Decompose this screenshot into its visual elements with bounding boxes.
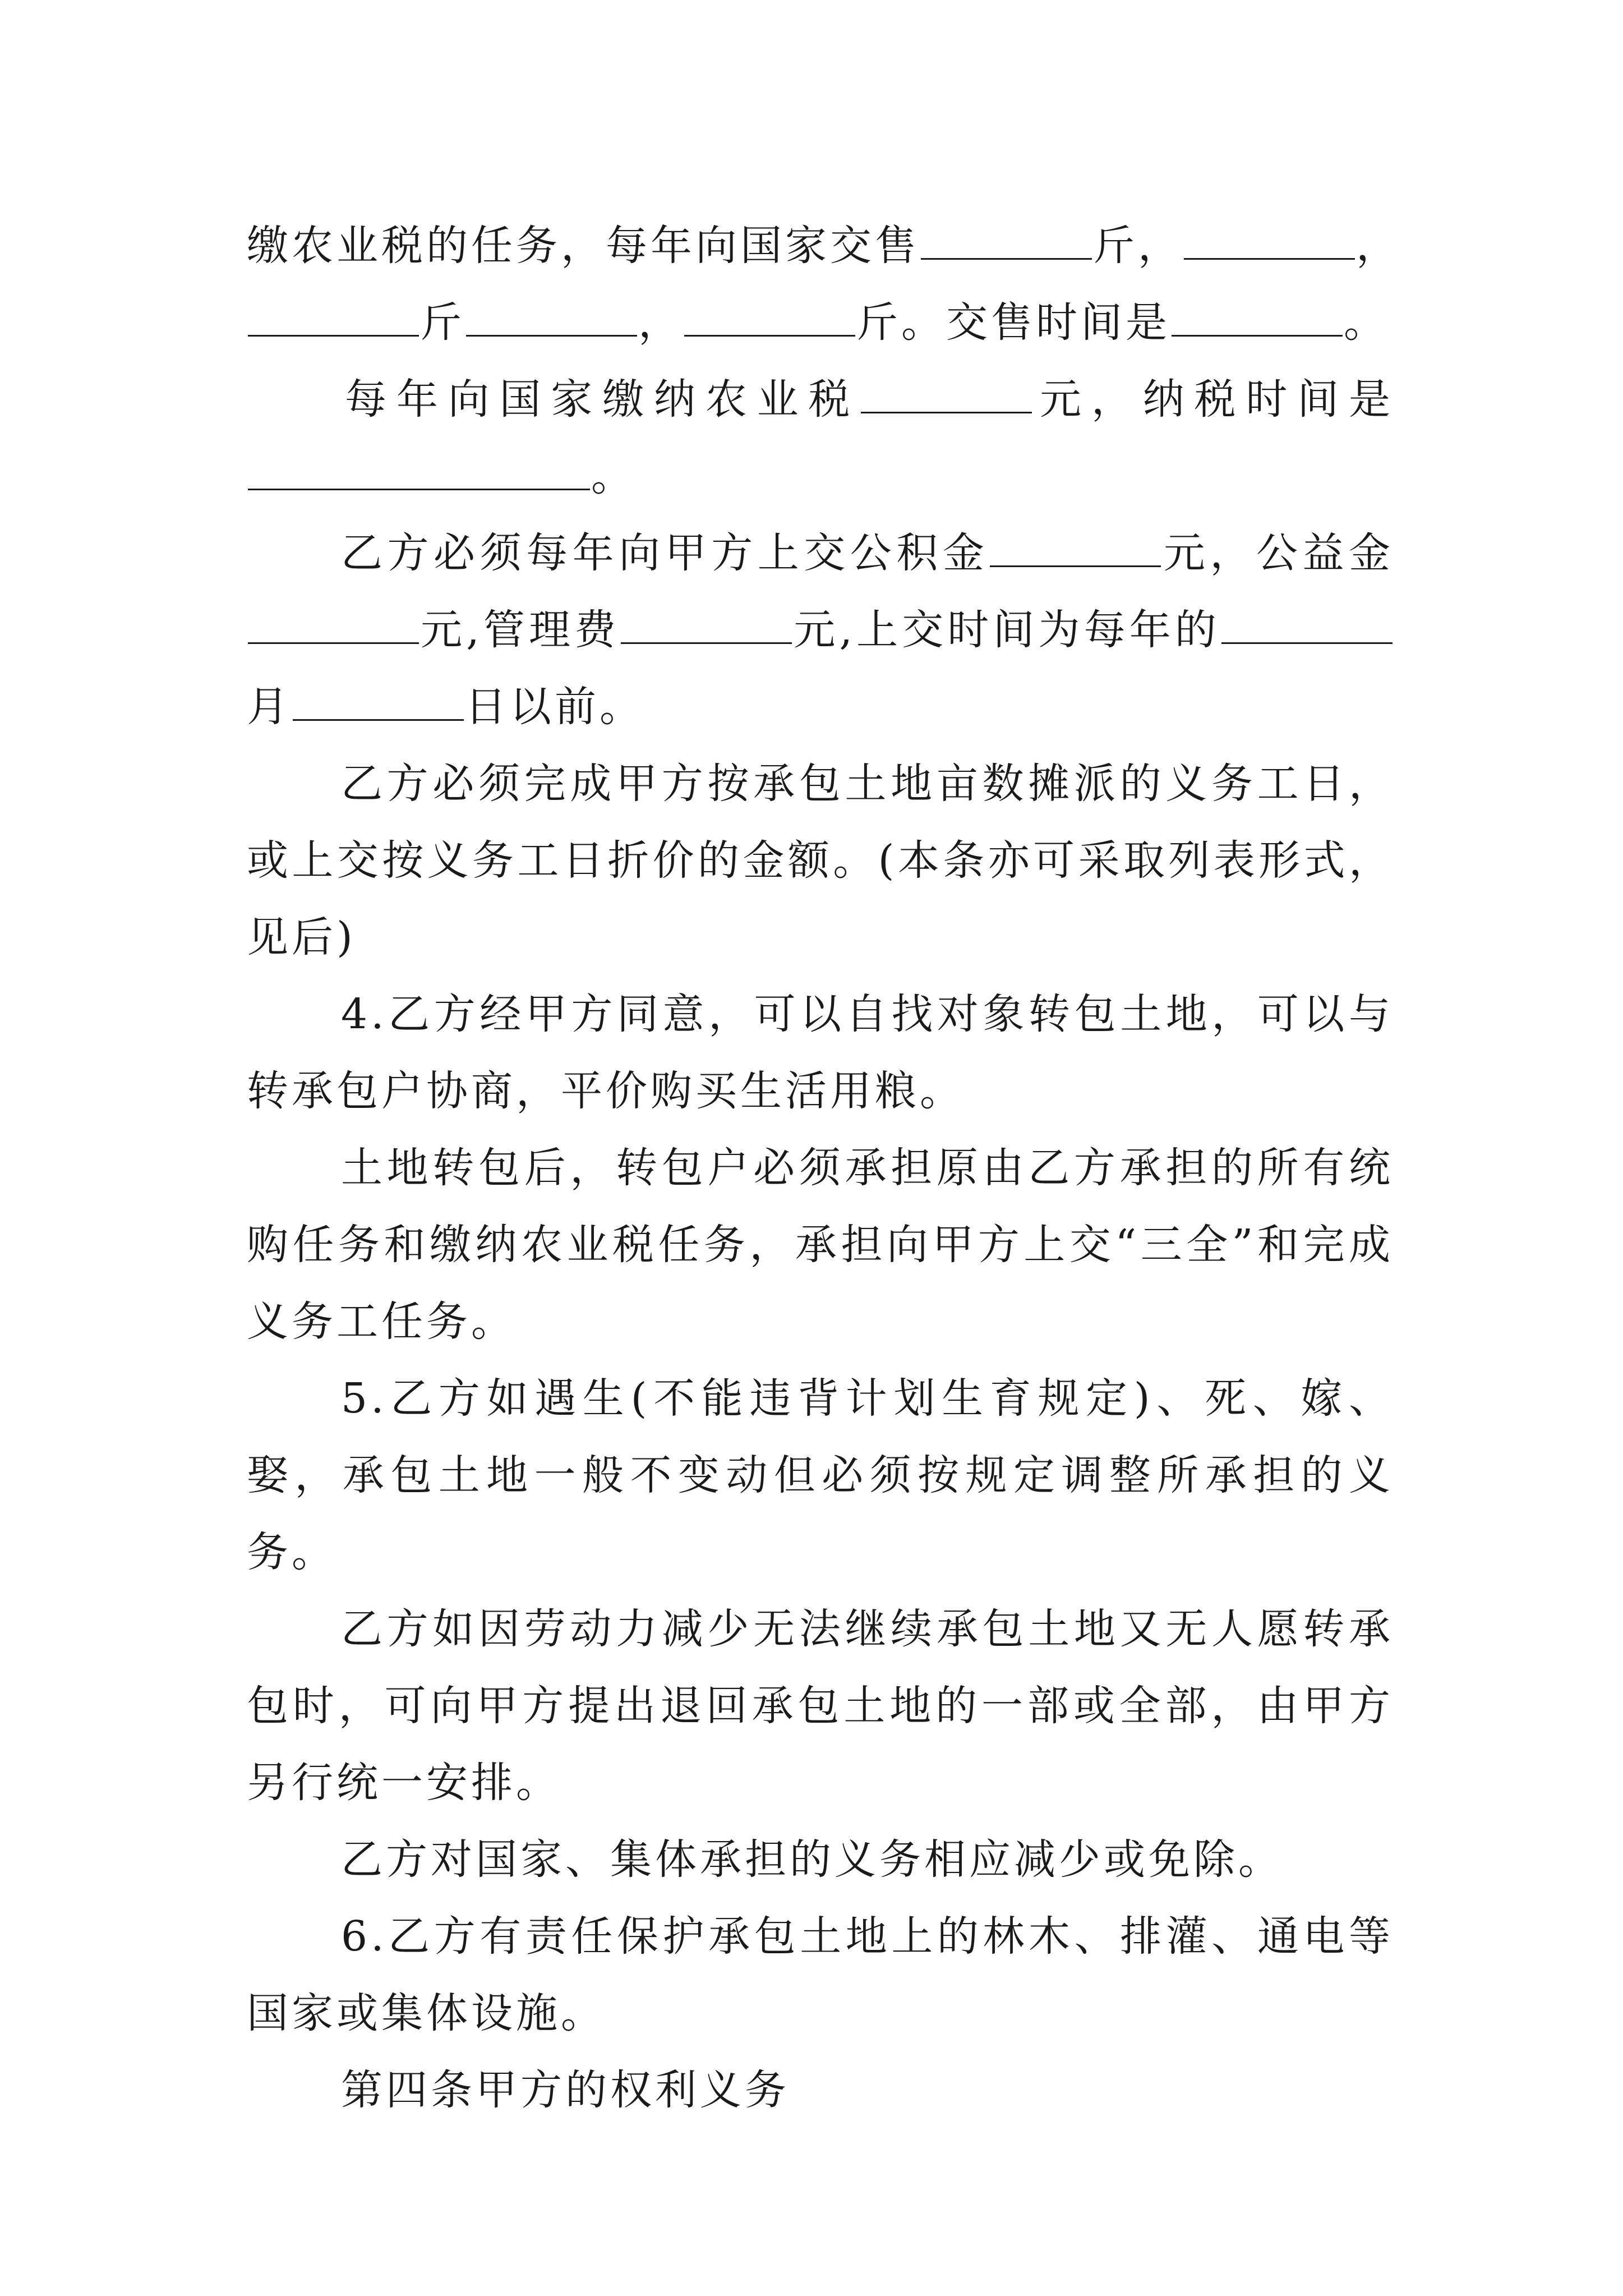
blank-field	[248, 296, 419, 337]
text-segment: ，	[638, 298, 683, 347]
paragraph-return-land: 乙方如因劳动力减少无法继续承包土地又无人愿转承包时，可向甲方提出退回承包土地的一部或全部，由甲方另行统一安排。	[247, 1605, 1394, 1807]
blank-field	[248, 603, 419, 644]
text-segment: 缴农业税的任务，每年向国家交售	[247, 222, 920, 270]
paragraph-clause-5: 5.乙方如遇生(不能违背计划生育规定)、死、嫁、娶，承包土地一般不变动但必须按规定调整所承担的义务。	[247, 1374, 1394, 1576]
blank-field	[1184, 219, 1355, 260]
text-segment: 日以前。	[465, 683, 644, 731]
paragraph-subcontract: 土地转包后，转包户必须承担原由乙方承担的所有统购任务和缴纳农业税任务，承担向甲方上交“三全”和完成义务工任务。	[247, 1144, 1394, 1346]
text-segment: 元，公益金	[1162, 529, 1394, 577]
text-line	[247, 361, 1394, 438]
text-segment: 斤，	[1093, 222, 1183, 270]
text-segment: 乙方必须每年向甲方上交公积金	[341, 529, 989, 577]
text-line	[247, 208, 1401, 284]
blank-field	[684, 296, 855, 337]
text-line	[247, 438, 1394, 515]
text-line	[247, 515, 1394, 592]
text-line	[247, 669, 1394, 746]
text-line	[247, 284, 1394, 361]
text-segment: 元，纳税时间是	[1033, 375, 1394, 424]
blank-field	[1172, 296, 1343, 337]
text-segment: 。	[591, 452, 636, 500]
blank-field	[1221, 603, 1393, 644]
text-segment: 斤。交售时间是	[856, 298, 1170, 347]
paragraph-grain-sales	[247, 208, 1401, 361]
text-segment: ，	[1356, 222, 1401, 270]
blank-field	[861, 372, 1032, 413]
text-segment: 每年向国家缴纳农业税	[345, 375, 860, 424]
text-segment: 元,管理费	[420, 606, 620, 654]
blank-field	[248, 449, 590, 490]
section-heading-4: 第四条甲方的权利义务	[341, 2066, 790, 2114]
paragraph-clause-6: 6.乙方有责任保护承包土地上的林木、排灌、通电等国家或集体设施。	[247, 1912, 1394, 2037]
paragraph-duty-days: 乙方必须完成甲方按承包土地亩数摊派的义务工日，或上交按义务工日折价的金额。(本条亦可采取列表形式，见后)	[247, 760, 1394, 961]
blank-field	[466, 296, 637, 337]
text-line	[247, 592, 1394, 669]
text-segment: 元,上交时间为每年的	[793, 606, 1220, 654]
blank-field	[921, 219, 1092, 260]
document-body	[247, 208, 1401, 2129]
paragraph-agri-tax	[247, 361, 1394, 515]
paragraph-clause-4: 4.乙方经甲方同意，可以自找对象转包土地，可以与转承包户协商，平价购买生活用粮。	[247, 990, 1394, 1115]
blank-field	[990, 526, 1161, 567]
blank-field	[621, 603, 792, 644]
text-segment: 。	[1344, 298, 1389, 347]
text-segment: 斤	[420, 298, 465, 347]
paragraph-fees	[247, 515, 1394, 746]
text-segment: 月	[247, 683, 292, 731]
paragraph-obligation-reduce: 乙方对国家、集体承担的义务相应减少或免除。	[341, 1835, 1283, 1884]
blank-field	[293, 680, 464, 721]
